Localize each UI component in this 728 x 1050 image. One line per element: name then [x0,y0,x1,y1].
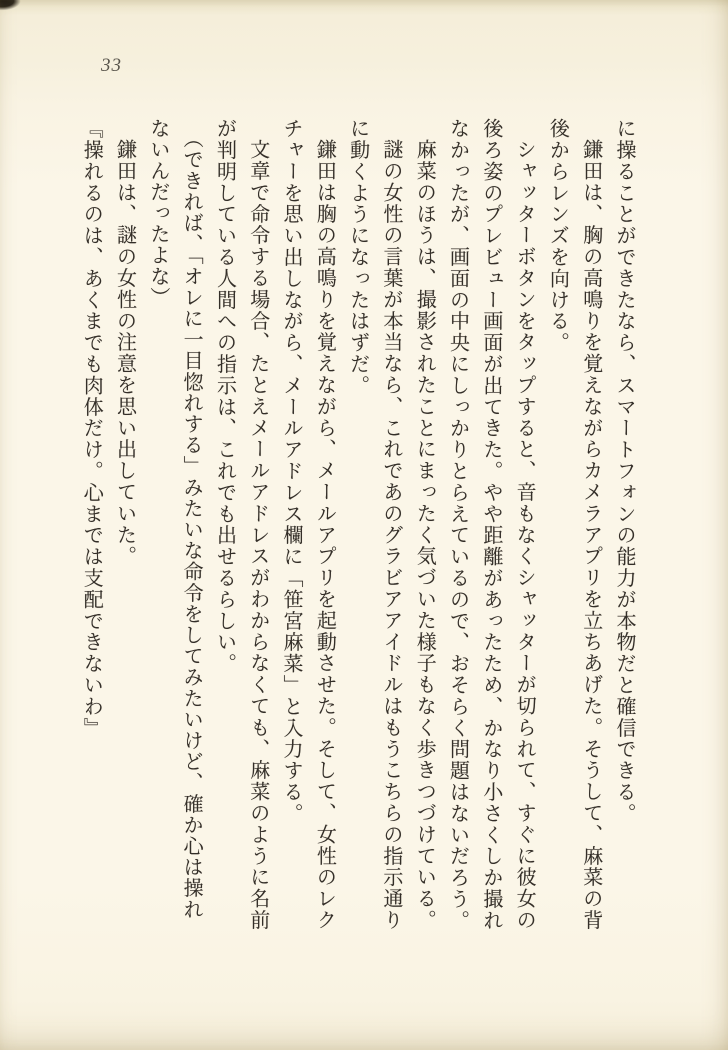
paragraph: 麻菜のほうは、撮影されたことにまったく気づいた様子もなく歩きつづけている。 [413,139,436,932]
body-text [73,118,640,936]
page-number: 33 [101,55,122,76]
paragraph: に操ることができたなら、スマートフォンの能力が本物だと確信できる。 [613,118,635,825]
paragraph: 鎌田は胸の高鳴りを覚えながら、メールアプリを起動させた。そして、女性のレクチャーを思い出しながら、メールアドレス欄に「笹宮麻菜」と入力する。 [280,118,336,932]
paragraph: 鎌田は、謎の女性の注意を思い出していた。 [113,139,136,568]
scan-corner-artifact [0,0,30,16]
paragraph: 文章で命令する場合、たとえメールアドレスがわからなくても、麻菜のように名前が判明している人間への指示は、これでも出せるらしい。 [213,118,269,932]
paragraph: 鎌田は、胸の高鳴りを覚えながらカメラアプリを立ちあげた。そうして、麻菜の背後からレンズを向ける。 [546,118,602,932]
paragraph: （できれば、「オレに一目惚れする」みたいな命令をしてみたいけど、確か心は操れないんだったよな） [146,118,203,920]
paragraph: 謎の女性の言葉が本当なら、これであのグラビアアイドルはもうこちらの指示通りに動くようになったはずだ。 [346,118,402,932]
paragraph: 『操れるのは、あくまでも肉体だけ。心までは支配できないわ』 [80,118,103,739]
paragraph: シャッターボタンをタップすると、音もなくシャッターが切られて、すぐに彼女の後ろ姿のプレビュー画面が出てきた。やや距離があったため、かなり小さくしか撮れなかったが、画面の中央にしっかりとらえているので、おそらく問題はないだろう。 [446,118,536,932]
